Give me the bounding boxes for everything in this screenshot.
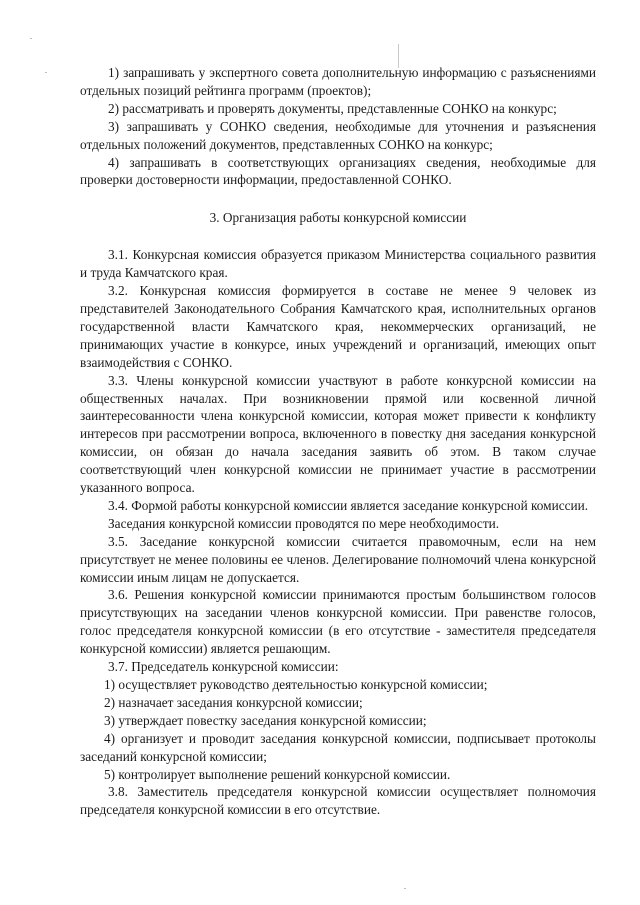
paragraph-3-1: 3.1. Конкурсная комиссия образуется приказом Министерства социального развития и труда Камчатского края.: [80, 247, 596, 281]
paragraph-3-2: 3.2. Конкурсная комиссия формируется в составе не менее 9 человек из представителей Законодательного Собрания Камчатского края, исполнительных органов государственной власти Камчатского края, некоммерческих организаций, не принимающих участие в конкурсе, иных учреждений и организаций, имеющих опыт взаимодействия с СОНКО.: [80, 283, 596, 370]
scan-artifact-dot: [30, 38, 32, 39]
chair-duty-2: 2) назначает заседания конкурсной комиссии;: [104, 694, 363, 710]
paragraph-3-3: 3.3. Члены конкурсной комиссии участвуют в работе конкурсной комиссии на общественных началах. При возникновении прямой или косвенной личной заинтересованности члена конкурсной комиссии, которая может привести к конфликту интересов при рассмотрении вопроса, включенного в повестку дня заседания конкурсной комиссии, он обязан до начала заседания заявить об этом. В таком случае соответствующий член конкурсной комиссии не принимает участие в рассмотрении указанного вопроса.: [80, 372, 596, 496]
paragraph-3-6: 3.6. Решения конкурсной комиссии принимаются простым большинством голосов присутствующих на заседании членов конкурсной комиссии. При равенстве голосов, голос председателя конкурсной комиссии (в его отсутствие - заместителя председателя конкурсной комиссии) является решающим.: [80, 587, 596, 657]
paragraph-meetings: Заседания конкурсной комиссии проводятся по мере необходимости.: [108, 515, 500, 531]
chair-duty-4: 4) организует и проводит заседания конкурсной комиссии, подписывает протоколы заседаний конкурсной комиссии;: [80, 730, 596, 764]
document-body: [80, 64, 596, 819]
scan-artifact-dot: [404, 888, 406, 889]
scan-artifact-dot: [45, 72, 47, 73]
chair-duty-5: 5) контролирует выполнение решений конкурсной комиссии.: [104, 766, 451, 782]
section-title: 3. Организация работы конкурсной комиссии: [209, 210, 467, 226]
paragraph-3-4: 3.4. Формой работы конкурсной комиссии является заседание конкурсной комиссии.: [108, 497, 589, 513]
list-item-review-documents: 2) рассматривать и проверять документы, представленные СОНКО на конкурс;: [108, 100, 557, 116]
paragraph-3-5: 3.5. Заседание конкурсной комиссии считается правомочным, если на нем присутствует не менее половины ее членов. Делегирование полномочий члена конкурсной комиссии иным лицам не допускается.: [80, 533, 596, 585]
list-item-request-snko-info: 3) запрашивать у СОНКО сведения, необходимые для уточнения и разъяснения отдельных положений документов, представленных СОНКО на конкурс;: [80, 118, 596, 152]
list-item-request-expert-council: 1) запрашивать у экспертного совета дополнительную информацию с разъяснениями отдельных позиций рейтинга программ (проектов);: [80, 65, 596, 98]
chair-duty-3: 3) утверждает повестку заседания конкурсной комиссии;: [104, 712, 427, 728]
list-item-request-organizations: 4) запрашивать в соответствующих организациях сведения, необходимые для проверки достоверности информации, предоставленной СОНКО.: [80, 154, 596, 188]
chair-duty-1: 1) осуществляет руководство деятельностью конкурсной комиссии;: [104, 677, 488, 692]
paragraph-3-8: 3.8. Заместитель председателя конкурсной комиссии осуществляет полномочия председателя конкурсной комиссии в его отсутствие.: [80, 784, 596, 818]
paragraph-3-7: 3.7. Председатель конкурсной комиссии:: [108, 659, 339, 675]
